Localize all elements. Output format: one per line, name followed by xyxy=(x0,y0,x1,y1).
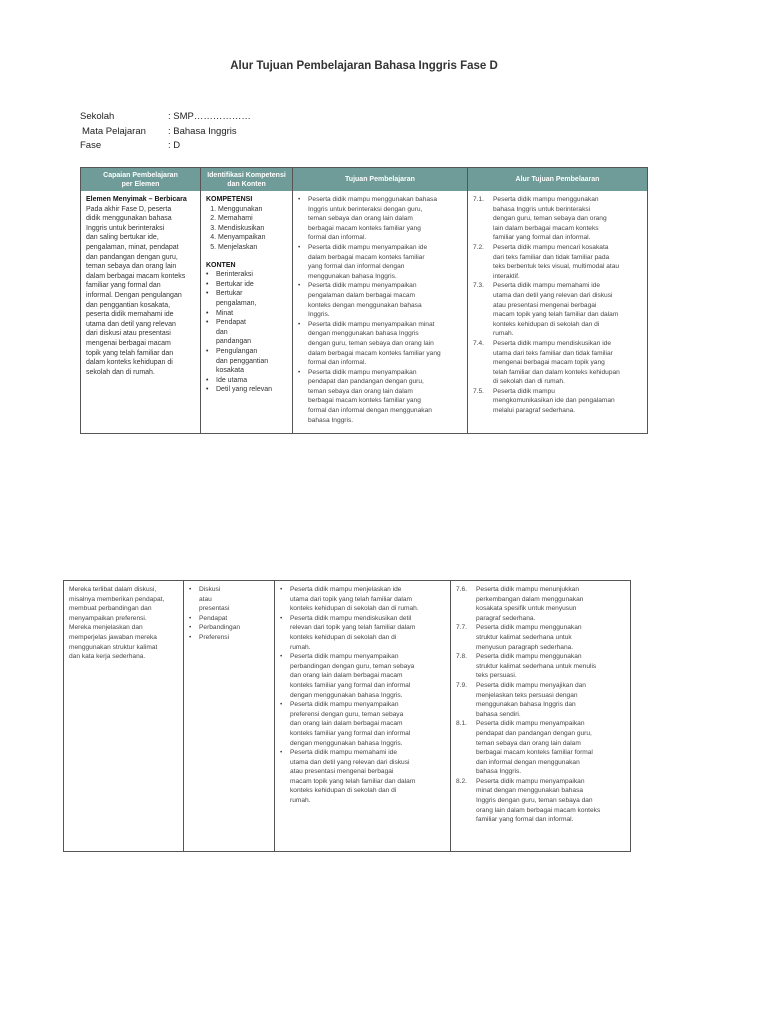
tujuan-cell xyxy=(293,191,468,434)
atp-text: Peserta didik mampu menyajikan dan menjelaskan teks persuasi dengan menggunakan bahasa Inggris dan bahasa sendiri. xyxy=(476,681,586,718)
atp-text: Peserta didik mampu mencari kosakata dari teks familiar dan tidak familiar pada teks berbentuk teks visual, multimodal atau interaktif. xyxy=(493,243,620,280)
atp-number: 8.2. xyxy=(456,777,467,785)
list-item: • Diskusi atau presentasi xyxy=(189,585,269,614)
list-item: • Peserta didik mampu menyampaikan pendapat dan pandangan dengan guru, teman sebaya dan orang lain dalam berbagai macam konteks familiar yang formal dan informal dengan menggunakan bahasa Inggris. xyxy=(298,368,462,426)
list-item: • Bertukar pengalaman, xyxy=(206,289,287,308)
list-item: 1. Menggunakan xyxy=(218,205,287,215)
list-item: • Peserta didik mampu menyampaikan ide dalam berbagai macam konteks familiar yang formal dan informal dengan menggunakan bahasa Inggris. xyxy=(298,243,462,281)
list-item: • Perbandingan xyxy=(189,623,269,633)
meta-label: Mata Pelajaran xyxy=(82,125,146,137)
atp-text: Peserta didik mampu menggunakan bahasa Inggris untuk berinteraksi dengan guru, teman sebaya dan orang lain dalam berbagai macam konteks familiar yang formal dan informal. xyxy=(493,196,607,242)
list-item xyxy=(473,243,642,281)
list-item xyxy=(456,777,625,825)
list-item: • Pengulangan dan penggantian kosakata xyxy=(206,347,287,376)
learning-objectives-table-page-1 xyxy=(80,167,648,434)
konten-list xyxy=(189,585,269,643)
list-item: • Peserta didik mampu menyampaikan minat dengan menggunakan bahasa Inggris dengan guru, teman sebaya dan orang lain dalam berbagai macam konteks familiar yang formal dan informal. xyxy=(298,320,462,368)
header-tujuan-pembelajaran: Tujuan Pembelajaran xyxy=(293,168,468,192)
konten-label: KONTEN xyxy=(206,261,236,269)
learning-objectives-table-page-2 xyxy=(63,580,631,852)
list-item xyxy=(456,719,625,777)
list-item: • Pendapat dan pandangan xyxy=(206,318,287,347)
meta-value: : D xyxy=(168,140,181,151)
list-item: • Peserta didik mampu memahami ide utama dan detil yang relevan dari diskusi atau presentasi mengenai berbagai macam topik yang telah familiar dan dalam konteks kehidupan di sekolah dan di rumah. xyxy=(280,748,445,806)
list-item xyxy=(456,585,625,623)
list-item xyxy=(473,281,642,339)
atp-number: 8.1. xyxy=(456,720,467,728)
atp-text: Peserta didik mampu memahami ide utama dan detil yang relevan dari diskusi atau presentasi mengenai berbagai macam topik yang telah familiar dan dalam konteks kehidupan di sekolah dan di rumah. xyxy=(493,282,619,338)
atp-text: Peserta didik mampu menyampaikan pendapat dan pandangan dengan guru, teman sebaya dan orang lain dalam berbagai macam konteks familiar formal dan informal dengan menggunakan bahasa Inggris. xyxy=(476,720,593,776)
tujuan-list xyxy=(298,195,462,425)
list-item xyxy=(456,652,625,681)
kompetensi-cell xyxy=(201,191,293,434)
atp-text: Peserta didik mampu mendiskusikan ide utama dari teks familiar dan tidak familiar mengenai berbagai macam topik yang telah familiar dan dalam konteks kehidupan di sekolah dan di rumah. xyxy=(493,339,620,386)
table-row xyxy=(64,581,631,852)
list-item xyxy=(473,195,642,243)
atp-text: Peserta didik mampu mengkomunikasikan ide dan pengalaman melalui paragraf sederhana. xyxy=(493,387,615,415)
list-item: 2. Memahami xyxy=(218,214,287,224)
kompetensi-label: KOMPETENSI xyxy=(206,196,253,203)
meta-row-mata-pelajaran xyxy=(80,125,251,140)
list-item: 4. Menyampaikan xyxy=(218,233,287,243)
meta-label: Sekolah xyxy=(80,111,115,122)
list-item: • Peserta didik mampu mendiskusikan detil relevan dari topik yang telah familiar dalam konteks kehidupan di sekolah dan di rumah. xyxy=(280,614,445,652)
tujuan-list xyxy=(280,585,445,806)
document-title: Alur Tujuan Pembelajaran Bahasa Inggris Fase D xyxy=(230,60,498,72)
list-item: • Peserta didik mampu menyampaikan preferensi dengan guru, teman sebaya dan orang lain dalam berbagai macam konteks familiar yang formal dan informal dengan menggunakan bahasa Inggris. xyxy=(280,700,445,748)
list-item: • Berinteraksi xyxy=(206,270,287,280)
meta-label: Fase xyxy=(80,140,102,151)
atp-number: 7.1. xyxy=(473,196,484,203)
atp-number: 7.2. xyxy=(473,243,484,251)
alur-cell xyxy=(468,191,648,434)
meta-value: : Bahasa Inggris xyxy=(168,125,237,137)
table-header-row xyxy=(81,168,648,192)
atp-text: Peserta didik mampu menunjukkan perkembangan dalam menggunakan kosakata spesifik untuk menyusun paragraf sederhana. xyxy=(476,586,584,622)
header-identifikasi-kompetensi: Identifikasi Kompetensi dan Konten xyxy=(201,168,293,192)
alur-list xyxy=(473,195,642,416)
list-item: • Minat xyxy=(206,309,287,319)
list-item xyxy=(473,339,642,387)
cp-text: Mereka terlibat dalam diskusi, misalnya memberikan pendapat, membuat perbandingan dan menyampaikan preferensi. Mereka menjelaskan dan memperjelas jawaban mereka menggunakan struktur kalimat dan kata kerja sederhana. xyxy=(69,586,165,661)
atp-number: 7.3. xyxy=(473,282,484,290)
atp-text: Peserta didik mampu menyampaikan minat dengan menggunakan bahasa Inggris dengan guru, teman sebaya dan orang lain dalam berbagai macam konteks familiar yang formal dan informal. xyxy=(476,777,601,824)
atp-number: 7.8. xyxy=(456,653,467,661)
atp-text: Peserta didik mampu menggunakan struktur kalimat sederhana untuk menyusun paragraph sederhana. xyxy=(476,624,582,651)
tujuan-cell xyxy=(275,581,451,852)
list-item xyxy=(473,387,642,416)
document-meta xyxy=(80,110,251,154)
atp-number: 7.6. xyxy=(456,586,467,593)
meta-row-sekolah xyxy=(80,110,251,125)
alur-list xyxy=(456,585,625,825)
atp-text: Peserta didik mampu menggunakan struktur kalimat sederhana untuk menulis teks persuasi. xyxy=(476,653,597,680)
list-item: • Peserta didik mampu menyampaikan pengalaman dalam berbagai macam konteks dengan menggunakan bahasa Inggris. xyxy=(298,281,462,319)
list-item: • Bertukar ide xyxy=(206,280,287,290)
alur-cell xyxy=(451,581,631,852)
meta-row-fase xyxy=(80,139,251,154)
list-item xyxy=(456,623,625,652)
cp-text: Pada akhir Fase D, peserta didik menggunakan bahasa Inggris untuk berinteraksi dan saling bertukar ide, pengalaman, minat, pendapat dan pandangan dengan guru, teman sebaya dan orang lain dalam berbagai macam konteks familiar yang formal dan informal. Dengan pengulangan dan penggantian kosakata, peserta didik memahami ide utama dan detil yang relevan dari diskusi atau presentasi mengenai berbagai macam topik yang telah familiar dan dalam konteks kehidupan di sekolah dan di rumah. xyxy=(86,205,186,376)
list-item: • Peserta didik mampu menjelaskan ide utama dari topik yang telah familiar dalam konteks kehidupan di sekolah dan di rumah. xyxy=(280,585,445,614)
atp-number: 7.9. xyxy=(456,681,467,689)
atp-number: 7.5. xyxy=(473,387,484,395)
cp-cell xyxy=(64,581,184,852)
atp-number: 7.7. xyxy=(456,624,467,632)
konten-list xyxy=(206,270,287,395)
list-item: • Ide utama xyxy=(206,376,287,386)
cp-heading: Elemen Menyimak – Berbicara xyxy=(86,196,187,203)
list-item: • Pendapat xyxy=(189,614,269,624)
atp-number: 7.4. xyxy=(473,339,484,347)
cp-cell xyxy=(81,191,201,434)
header-capaian-pembelajaran: Capaian Pembelajaran per Elemen xyxy=(81,168,201,192)
list-item: • Preferensi xyxy=(189,633,269,643)
kompetensi-list xyxy=(206,205,287,253)
konten-cell xyxy=(184,581,275,852)
list-item: 3. Mendiskusikan xyxy=(218,224,287,234)
list-item xyxy=(456,681,625,719)
list-item: • Peserta didik mampu menggunakan bahasa Inggris untuk berinteraksi dengan guru, teman sebaya dan orang lain dalam berbagai macam konteks familiar yang formal dan informal. xyxy=(298,195,462,243)
list-item: • Detil yang relevan xyxy=(206,385,287,395)
header-alur-tujuan: Alur Tujuan Pembelaaran xyxy=(468,168,648,192)
meta-value: : SMP……………… xyxy=(168,111,251,122)
list-item: • Peserta didik mampu menyampaikan perbandingan dengan guru, teman sebaya dan orang lain dalam berbagai macam konteks familiar yang formal dan informal dengan menggunakan bahasa Inggris. xyxy=(280,652,445,700)
list-item: 5. Menjelaskan xyxy=(218,243,287,253)
table-row xyxy=(81,191,648,434)
